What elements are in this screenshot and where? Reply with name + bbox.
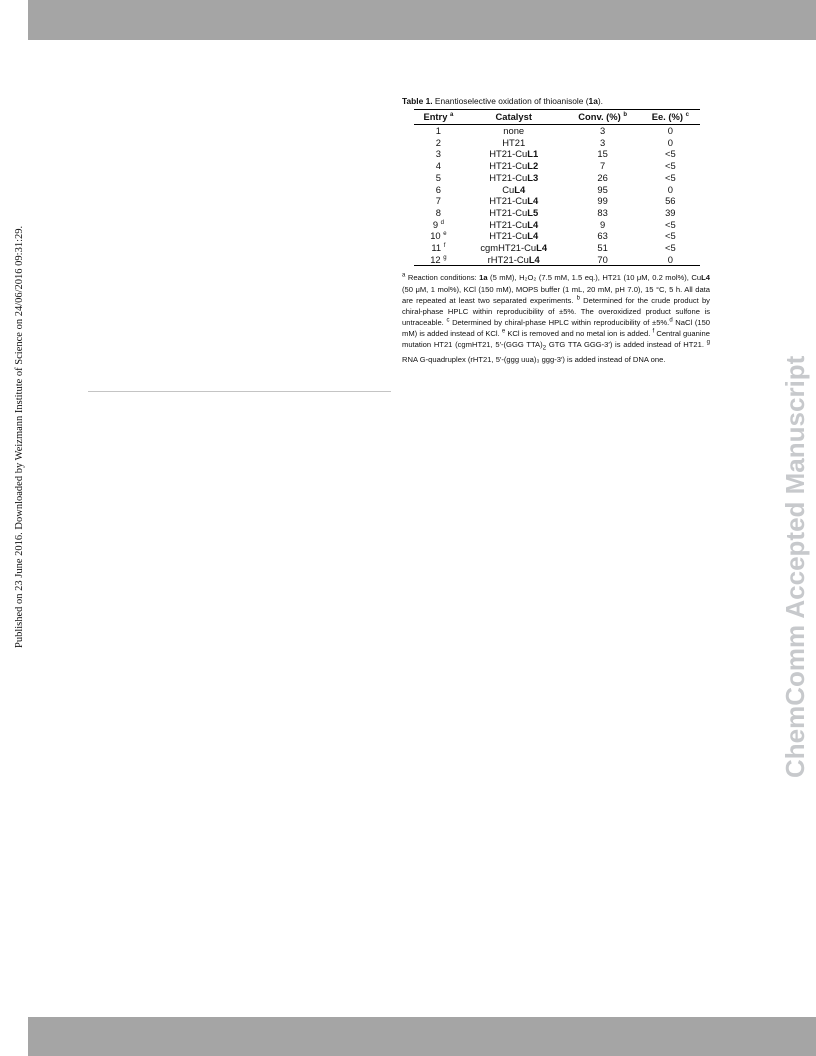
footnote-c-text: Determined by chiral-phase HPLC within reproducibility of ±5%. bbox=[449, 317, 670, 327]
cell-catalyst: HT21-CuL3 bbox=[489, 171, 539, 183]
cell-catalyst: rHT21-CuL4 bbox=[487, 253, 540, 265]
caption-end: ). bbox=[597, 96, 603, 106]
cell-ee: 0 bbox=[667, 136, 673, 148]
cell-conversion: 3 bbox=[600, 125, 606, 136]
catalyst-ligand: L4 bbox=[536, 242, 548, 254]
cell-conversion: 83 bbox=[597, 206, 608, 218]
footnote-e-text: KCl is removed and no metal ion is added. bbox=[505, 328, 653, 338]
cell-conversion: 3 bbox=[600, 136, 606, 148]
divider-line bbox=[88, 391, 391, 392]
caption-compound: 1a bbox=[588, 96, 598, 106]
entry-footnote-mark: d bbox=[440, 219, 444, 226]
footnote-f-text: Central guanine mutation HT21 (cgmHT21, 5′-(GGG TTA) bbox=[402, 328, 710, 349]
table-row bbox=[414, 137, 700, 149]
table-row bbox=[414, 148, 700, 160]
cell-ee: <5 bbox=[664, 171, 676, 183]
table-row bbox=[414, 219, 700, 231]
cell-entry: 8 bbox=[435, 206, 442, 218]
cell-catalyst: HT21-CuL4 bbox=[489, 218, 539, 230]
catalyst-ligand: L5 bbox=[527, 206, 539, 218]
entry-footnote-mark: g bbox=[443, 254, 447, 261]
results-table bbox=[414, 109, 700, 266]
caption-text: Enantioselective oxidation of thioanisole ( bbox=[432, 96, 589, 106]
footnote-a-compound: 1a bbox=[479, 273, 488, 283]
cell-catalyst: HT21-CuL4 bbox=[489, 230, 539, 242]
publication-note: Published on 23 June 2016. Downloaded by Weizmann Institute of Science on 24/06/2016 09:31:29. bbox=[14, 225, 25, 648]
header-conversion: Conv. (%) $^b$ bbox=[565, 110, 641, 125]
table-caption bbox=[402, 96, 710, 106]
table-row bbox=[414, 184, 700, 196]
entry-footnote-mark: e bbox=[443, 231, 447, 238]
cell-catalyst: HT21-CuL1 bbox=[489, 148, 539, 160]
cell-entry: 5 bbox=[435, 171, 442, 183]
cell-ee: <5 bbox=[664, 218, 676, 230]
footnote-g-text: RNA G-quadruplex (rHT21, 5′-(ggg uua)₃ ggg-3′) is added instead of DNA one. bbox=[402, 354, 666, 364]
cell-ee: 0 bbox=[667, 183, 673, 195]
footer-band bbox=[28, 1017, 816, 1056]
cell-conversion: 26 bbox=[597, 171, 608, 183]
cell-catalyst: none bbox=[503, 125, 525, 136]
footnote-a-label: a bbox=[402, 272, 406, 279]
table-row bbox=[414, 172, 700, 184]
cell-catalyst: HT21 bbox=[502, 136, 526, 148]
cell-conversion: 63 bbox=[597, 230, 608, 242]
footnote-d-text: NaCl (150 mM) is added instead of KCl. bbox=[402, 317, 710, 338]
table-block bbox=[402, 96, 710, 396]
footnote-f-sub: 2 bbox=[542, 344, 547, 352]
table-row bbox=[414, 230, 700, 242]
footnote-b-label: b bbox=[576, 295, 580, 302]
table-row bbox=[414, 125, 700, 137]
cell-ee: <5 bbox=[664, 148, 676, 160]
table-row bbox=[414, 160, 700, 172]
table-footnotes bbox=[402, 272, 710, 396]
footnote-a-text-2: (5 mM), H₂O₂ (7.5 mM, 1.5 eq.), HT21 (10 μM, 0.2 mol%), Cu bbox=[487, 273, 702, 283]
header-ee-sup: c bbox=[685, 111, 689, 118]
header-entry-sup: a bbox=[450, 111, 454, 118]
catalyst-ligand: L4 bbox=[527, 230, 539, 242]
cell-conversion: 9 bbox=[600, 218, 606, 230]
cell-ee: 56 bbox=[665, 195, 676, 207]
footnote-a-text: Reaction conditions: bbox=[405, 273, 480, 283]
footnote-a-text-3: (50 μM, 1 mol%), KCl (150 mM), MOPS buffer (1 mL, 20 mM, pH 7.0), 15 °C, 5 h. All data are repeated at least two separated experiments. bbox=[402, 284, 710, 305]
cell-ee: 0 bbox=[667, 125, 673, 136]
accepted-manuscript-watermark: ChemComm Accepted Manuscript bbox=[780, 355, 810, 778]
caption-label: Table 1. bbox=[402, 96, 433, 106]
cell-ee: 0 bbox=[667, 253, 673, 265]
header-entry: Entry $^a$ bbox=[414, 110, 463, 125]
footnote-f-text-2: GTG TTA GGG-3′) is added instead of HT21. bbox=[546, 340, 707, 349]
entry-footnote-mark: f bbox=[443, 242, 446, 249]
header-ee: Ee. (%) $^c$ bbox=[641, 110, 700, 125]
header-conv-sup: b bbox=[623, 111, 628, 118]
cell-entry: 2 bbox=[435, 136, 442, 148]
catalyst-ligand: L3 bbox=[527, 171, 539, 183]
cell-ee: <5 bbox=[664, 242, 676, 254]
table-body bbox=[414, 125, 700, 266]
table-row bbox=[414, 195, 700, 207]
cell-catalyst: HT21-CuL4 bbox=[489, 195, 539, 207]
cell-conversion: 15 bbox=[597, 148, 608, 160]
cell-catalyst: HT21-CuL2 bbox=[489, 160, 539, 172]
cell-entry: 6 bbox=[435, 183, 442, 195]
cell-catalyst: CuL4 bbox=[502, 183, 526, 195]
catalyst-ligand: L4 bbox=[527, 218, 539, 230]
header-catalyst: Catalyst bbox=[463, 110, 565, 125]
cell-entry: 4 bbox=[435, 160, 442, 172]
cell-entry: 12 $^g$ bbox=[430, 253, 447, 265]
catalyst-ligand: L4 bbox=[514, 183, 526, 195]
footnote-g-label: g bbox=[706, 339, 710, 346]
cell-entry: 11 $^f$ bbox=[431, 242, 446, 254]
cell-entry: 7 bbox=[435, 195, 442, 207]
footnote-d-label: d bbox=[669, 317, 673, 324]
catalyst-ligand: L1 bbox=[527, 148, 539, 160]
cell-conversion: 95 bbox=[597, 183, 608, 195]
table-row bbox=[414, 254, 700, 266]
catalyst-ligand: L4 bbox=[527, 195, 539, 207]
table-row bbox=[414, 242, 700, 254]
cell-entry: 1 bbox=[435, 125, 442, 136]
cell-conversion: 51 bbox=[597, 242, 608, 254]
cell-entry: 9 $^d$ bbox=[432, 218, 444, 230]
footnote-a-ligand: L4 bbox=[701, 273, 710, 283]
cell-entry: 3 bbox=[435, 148, 442, 160]
catalyst-ligand: L4 bbox=[528, 253, 540, 265]
header-band bbox=[28, 0, 816, 40]
cell-conversion: 99 bbox=[597, 195, 608, 207]
footnote-b-text: Determined for the crude product by chiral-phase HPLC within reproducibility of ±5%. The overoxidized product sulfone is untraceable. bbox=[402, 295, 710, 327]
footnote-f-label: f bbox=[652, 328, 655, 335]
footnote-c-label: c bbox=[446, 317, 450, 324]
table-row bbox=[414, 207, 700, 219]
cell-ee: <5 bbox=[664, 160, 676, 172]
header-row bbox=[414, 110, 700, 125]
cell-conversion: 70 bbox=[597, 253, 608, 265]
cell-conversion: 7 bbox=[600, 160, 606, 172]
footnote-e-label: e bbox=[501, 328, 506, 335]
catalyst-ligand: L2 bbox=[527, 160, 539, 172]
cell-ee: 39 bbox=[665, 206, 676, 218]
cell-ee: <5 bbox=[664, 230, 676, 242]
cell-catalyst: HT21-CuL5 bbox=[489, 206, 539, 218]
cell-catalyst: cgmHT21-CuL4 bbox=[480, 242, 548, 254]
cell-entry: 10 $^e$ bbox=[430, 230, 447, 242]
